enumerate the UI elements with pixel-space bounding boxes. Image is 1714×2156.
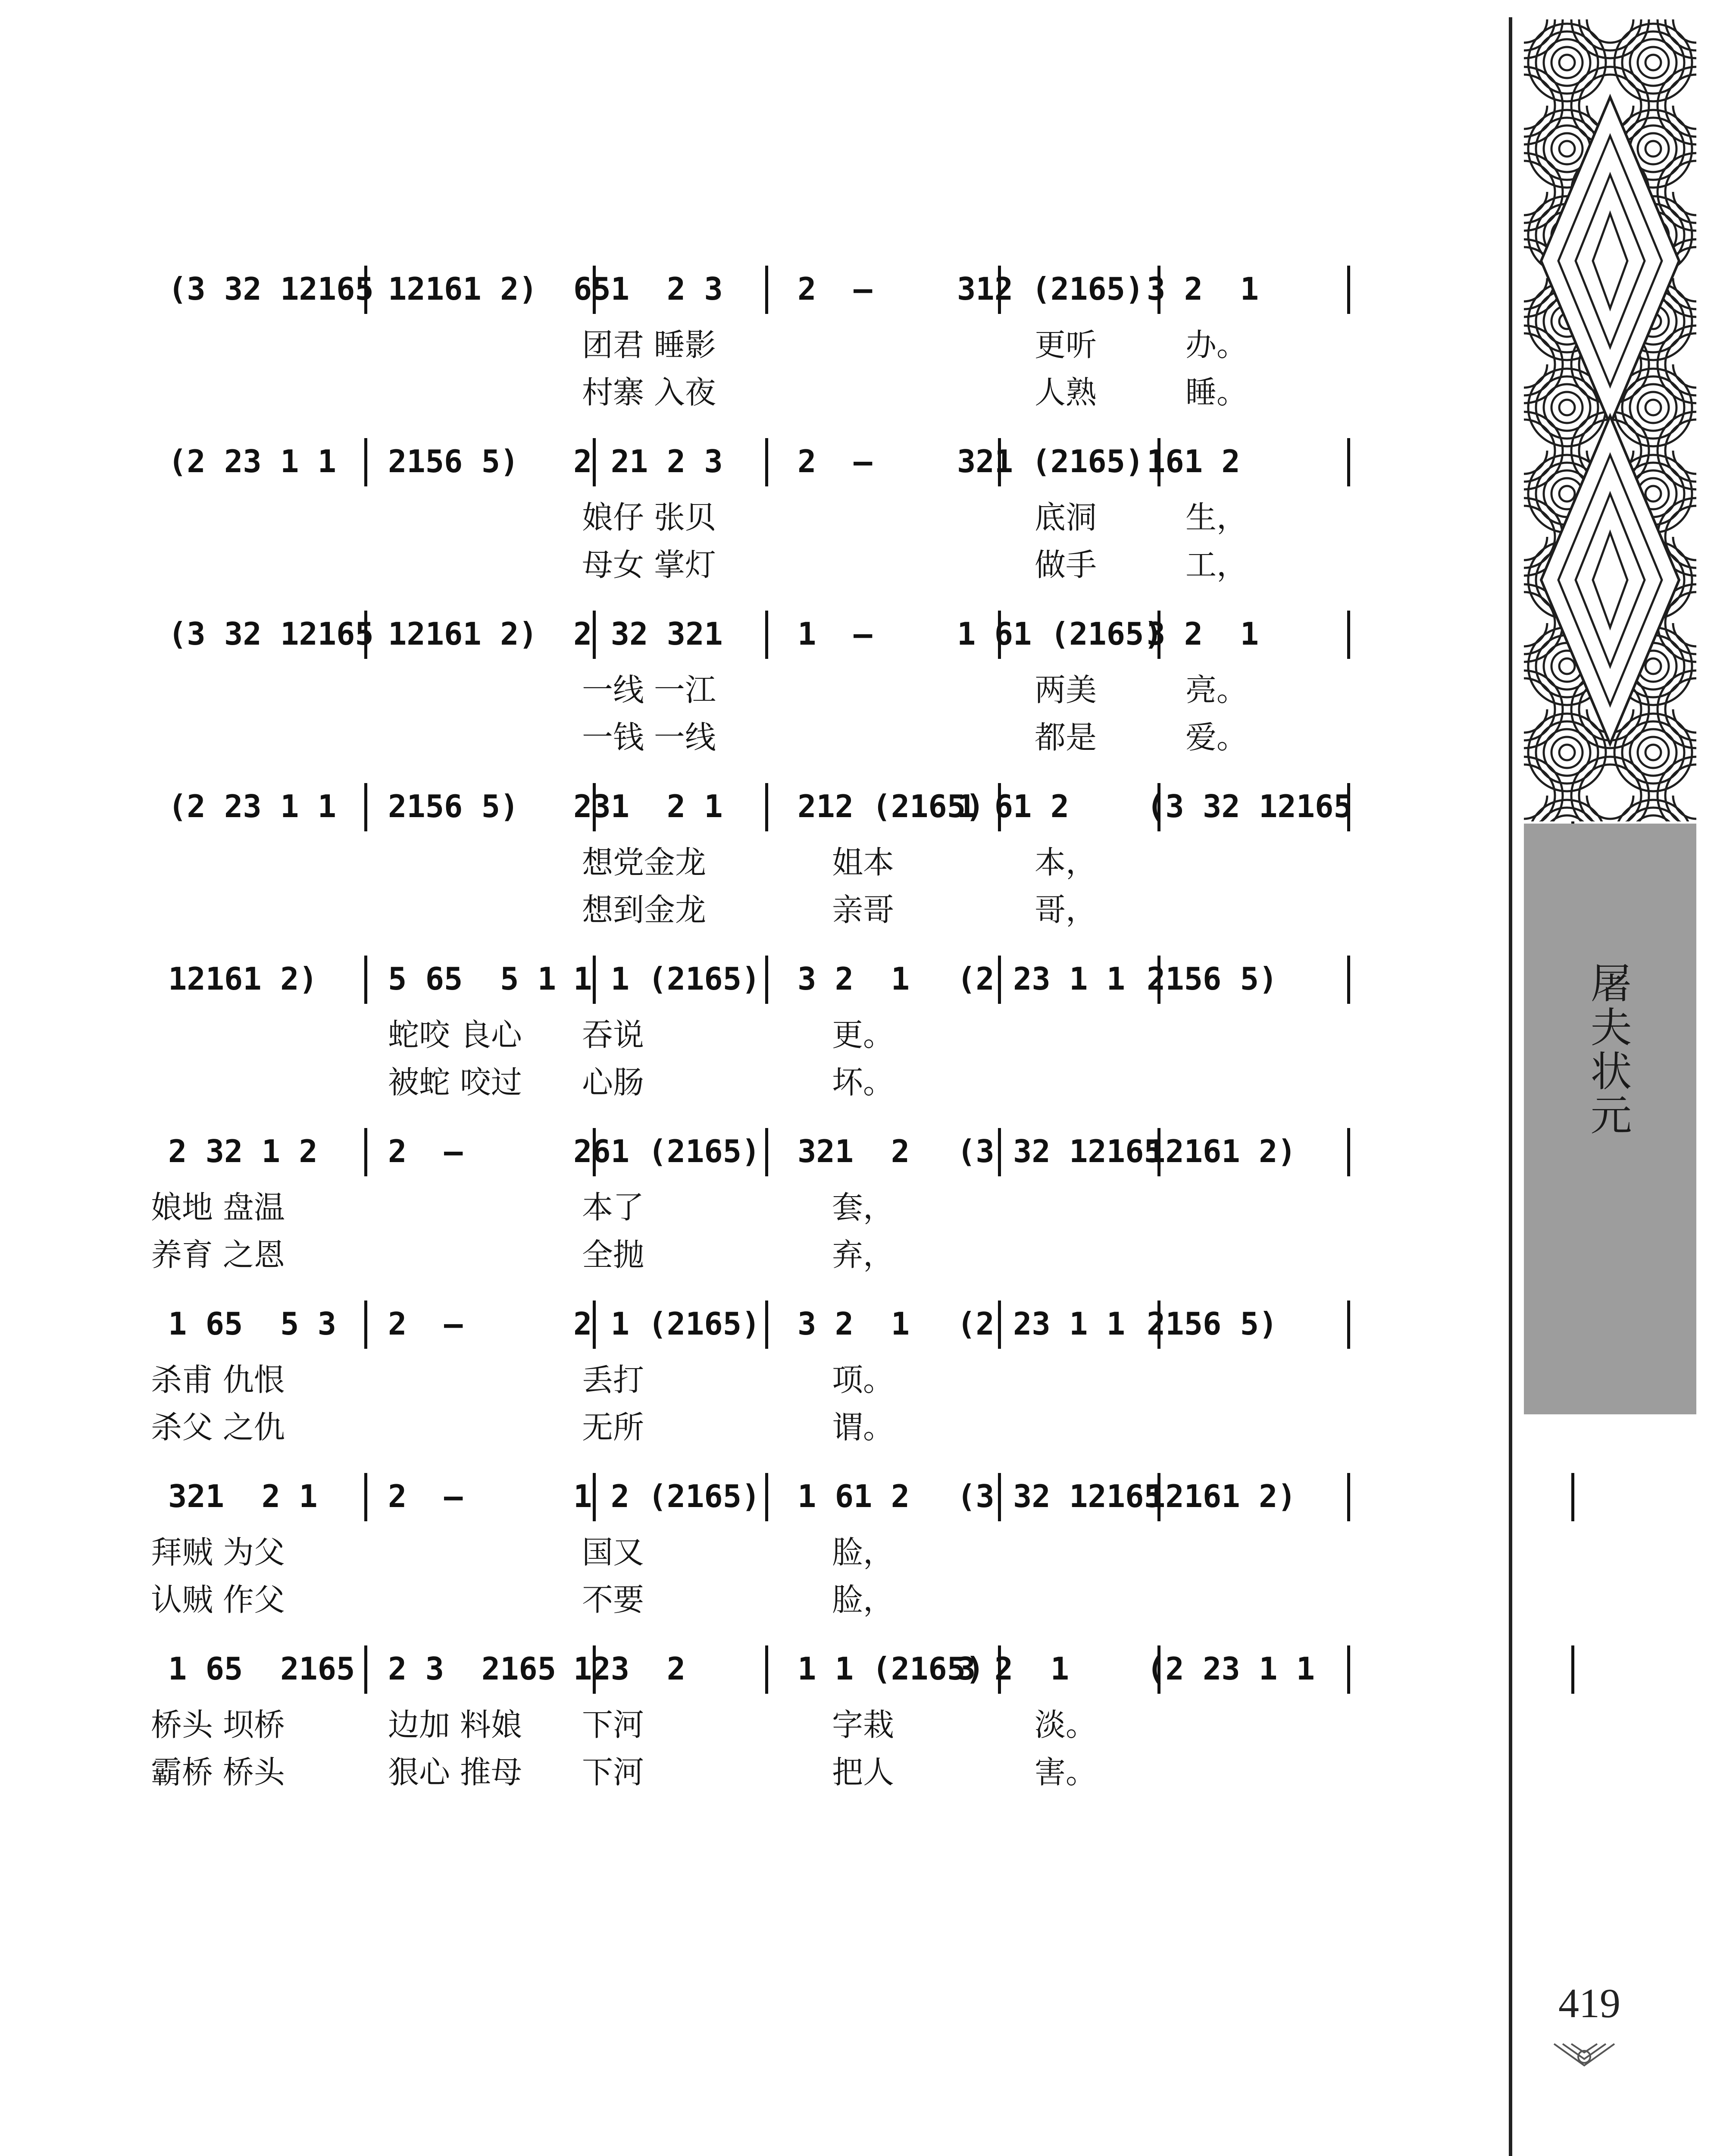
measure-notes: 1 61 (2165) <box>957 616 1163 652</box>
lyric-row <box>151 1186 1423 1229</box>
lyric-text: 做手 <box>1035 547 1097 583</box>
score-line <box>151 608 1423 789</box>
measure-notes: 2 – <box>388 1306 463 1342</box>
lyric-text: 想党金龙 <box>582 844 707 881</box>
lyric-text: 把人 <box>832 1754 895 1790</box>
barline <box>1347 1128 1350 1176</box>
lyric-row <box>151 1233 1423 1276</box>
lyric-text: 一钱 一线 <box>582 719 716 755</box>
measure-notes: 3 2 1 <box>1147 616 1259 652</box>
measure-notes: 12161 2) <box>1147 1133 1296 1169</box>
lyric-text: 国又 <box>582 1534 644 1570</box>
lyric-row <box>151 1703 1423 1746</box>
measure-notes: 12161 2) <box>388 616 538 652</box>
measure-notes: 2 – <box>388 1133 463 1169</box>
barline <box>364 1473 367 1521</box>
lyric-text: 睡。 <box>1185 374 1248 411</box>
lyric-text: 拜贼 为父 <box>151 1534 285 1570</box>
barline <box>765 1300 768 1349</box>
lyric-row <box>151 668 1423 711</box>
measure-notes: 1 2 (2165) <box>573 1478 760 1514</box>
measure-notes: 2 32 321 <box>573 616 723 652</box>
cloud-pattern-svg <box>1524 19 1696 821</box>
measure-notes: 2 1 (2165) <box>573 1306 760 1342</box>
lyric-row <box>151 496 1423 539</box>
lyric-text: 人熟 <box>1035 374 1097 411</box>
measure-notes: 321 2 1 <box>168 1478 318 1514</box>
measure-notes: 321 (2165) <box>957 443 1144 479</box>
measure-notes: 651 2 3 <box>573 271 723 307</box>
barline <box>765 1645 768 1694</box>
barline <box>765 611 768 659</box>
barline <box>765 266 768 314</box>
lyric-text: 边加 料娘 <box>388 1707 522 1743</box>
notation-row <box>151 1643 1423 1695</box>
lyric-row <box>151 1406 1423 1449</box>
page-ornament-icon <box>1550 2040 1619 2074</box>
measure-notes: (2 23 1 1 <box>1147 1651 1315 1687</box>
lyric-text: 霸桥 桥头 <box>151 1754 285 1790</box>
measure-notes: 161 2 <box>1147 443 1240 479</box>
measure-notes: 3 2 1 <box>798 961 910 997</box>
barline <box>1347 438 1350 486</box>
lyric-text: 淡。 <box>1035 1707 1097 1743</box>
lyric-text: 脸， <box>832 1534 895 1570</box>
lyric-row <box>151 841 1423 884</box>
lyric-text: 套， <box>832 1189 895 1225</box>
notation-row <box>151 1125 1423 1177</box>
measure-notes: 2 – <box>798 271 873 307</box>
score-line <box>151 263 1423 444</box>
lyric-text: 害。 <box>1035 1754 1097 1790</box>
lyric-text: 弃， <box>832 1237 895 1273</box>
score <box>151 0 1423 2156</box>
lyric-text: 不要 <box>582 1582 644 1618</box>
lyric-text: 一线 一江 <box>582 672 716 708</box>
notation-row <box>151 953 1423 1005</box>
lyric-text: 底洞 <box>1035 499 1097 536</box>
lyric-row <box>151 1751 1423 1794</box>
lyric-row <box>151 1013 1423 1056</box>
measure-notes: 1 65 5 3 <box>168 1306 337 1342</box>
barline <box>364 1128 367 1176</box>
lyric-text: 狠心 推母 <box>388 1754 522 1790</box>
lyric-text: 办。 <box>1185 327 1248 363</box>
measure-notes: (2 23 1 1 <box>957 1306 1126 1342</box>
measure-notes: (3 32 12165 <box>957 1478 1163 1514</box>
measure-notes: 12161 2) <box>388 271 538 307</box>
lyric-text: 下河 <box>582 1754 644 1790</box>
lyric-text: 脸， <box>832 1582 895 1618</box>
measure-notes: (2 23 1 1 <box>957 961 1126 997</box>
cloud-pattern-decoration <box>1524 19 1696 821</box>
margin-rule <box>1509 17 1512 2156</box>
lyric-text: 亲哥 <box>832 892 895 928</box>
lyric-text: 全抛 <box>582 1237 644 1273</box>
measure-notes: 1 61 2 <box>798 1478 910 1514</box>
measure-notes: (2 23 1 1 <box>168 443 337 479</box>
measure-notes: 2156 5) <box>1147 1306 1278 1342</box>
measure-notes: 312 (2165) <box>957 271 1144 307</box>
measure-notes: 3 2 1 <box>798 1306 910 1342</box>
measure-notes: 1 1 (2165) <box>573 961 760 997</box>
book-title: 屠夫状元 <box>1584 962 1632 1138</box>
barline <box>1347 1645 1350 1694</box>
lyric-text: 母女 掌灯 <box>582 547 716 583</box>
lyric-row <box>151 543 1423 586</box>
lyric-text: 哥， <box>1035 892 1097 928</box>
score-line <box>151 436 1423 617</box>
lyric-text: 团君 睡影 <box>582 327 716 363</box>
score-line <box>151 1470 1423 1651</box>
barline <box>765 1473 768 1521</box>
measure-notes: (2 23 1 1 <box>168 788 337 824</box>
lyric-row <box>151 1358 1423 1401</box>
notation-row <box>151 436 1423 487</box>
lyric-text: 两美 <box>1035 672 1097 708</box>
barline <box>1347 611 1350 659</box>
barline <box>1571 1645 1574 1694</box>
lyric-text: 谓。 <box>832 1409 895 1445</box>
barline <box>1347 956 1350 1004</box>
measure-notes: 1 65 2165 <box>168 1651 355 1687</box>
lyric-text: 更听 <box>1035 327 1097 363</box>
notation-row <box>151 263 1423 315</box>
measure-notes: 2 3 2165 <box>388 1651 557 1687</box>
lyric-text: 吞说 <box>582 1017 644 1053</box>
barline <box>364 956 367 1004</box>
measure-notes: 2156 5) <box>388 443 519 479</box>
barline <box>1347 1473 1350 1521</box>
measure-notes: 2 32 1 2 <box>168 1133 318 1169</box>
notation-row <box>151 608 1423 660</box>
lyric-text: 桥头 坝桥 <box>151 1707 285 1743</box>
lyric-row <box>151 1061 1423 1104</box>
lyric-text: 娘仔 张贝 <box>582 499 716 536</box>
measure-notes: 12161 2) <box>168 961 318 997</box>
lyric-text: 生， <box>1185 499 1248 536</box>
lyric-text: 字栽 <box>832 1707 895 1743</box>
score-line <box>151 1125 1423 1307</box>
lyric-row <box>151 1531 1423 1574</box>
measure-notes: (3 32 12165 <box>168 271 374 307</box>
lyric-text: 下河 <box>582 1707 644 1743</box>
barline <box>765 1128 768 1176</box>
measure-notes: 12161 2) <box>1147 1478 1296 1514</box>
score-line <box>151 1643 1423 1824</box>
measure-notes: 1 1 (2165) <box>798 1651 985 1687</box>
barline <box>1347 1300 1350 1349</box>
measure-notes: 212 (2165) <box>798 788 985 824</box>
lyric-text: 本， <box>1035 844 1097 881</box>
barline <box>765 956 768 1004</box>
measure-notes: 231 2 1 <box>573 788 723 824</box>
lyric-text: 本了 <box>582 1189 644 1225</box>
lyric-text: 养育 之恩 <box>151 1237 285 1273</box>
lyric-text: 亮。 <box>1185 672 1248 708</box>
measure-notes: 321 2 <box>798 1133 910 1169</box>
barline <box>364 783 367 831</box>
lyric-text: 杀父 之仇 <box>151 1409 285 1445</box>
notation-row <box>151 780 1423 832</box>
lyric-row <box>151 888 1423 931</box>
lyric-text: 工， <box>1185 547 1248 583</box>
lyric-text: 想到金龙 <box>582 892 707 928</box>
score-line <box>151 1298 1423 1479</box>
notation-row <box>151 1298 1423 1350</box>
lyric-text: 认贼 作父 <box>151 1582 285 1618</box>
lyric-text: 坏。 <box>832 1064 895 1100</box>
lyric-row <box>151 716 1423 759</box>
barline <box>765 438 768 486</box>
score-line <box>151 953 1423 1134</box>
barline <box>364 438 367 486</box>
lyric-text: 都是 <box>1035 719 1097 755</box>
lyric-row <box>151 371 1423 414</box>
lyric-text: 姐本 <box>832 844 895 881</box>
measure-notes: 5 65 5 1 <box>388 961 557 997</box>
barline <box>765 783 768 831</box>
measure-notes: 2156 5) <box>388 788 519 824</box>
lyric-text: 丢打 <box>582 1362 644 1398</box>
measure-notes: 123 2 <box>573 1651 686 1687</box>
lyric-text: 无所 <box>582 1409 644 1445</box>
measure-notes: 1 61 2 <box>957 788 1070 824</box>
measure-notes: 2 21 2 3 <box>573 443 723 479</box>
page-number: 419 <box>1558 1980 1620 2026</box>
barline <box>364 1645 367 1694</box>
barline <box>364 1300 367 1349</box>
lyric-text: 被蛇 咬过 <box>388 1064 522 1100</box>
measure-notes: (3 32 12165 <box>168 616 374 652</box>
barline <box>1571 1473 1574 1521</box>
measure-notes: 2 – <box>798 443 873 479</box>
lyric-text: 蛇咬 良心 <box>388 1017 522 1053</box>
barline <box>1347 266 1350 314</box>
measure-notes: 3 2 1 <box>1147 271 1259 307</box>
measure-notes: 261 (2165) <box>573 1133 760 1169</box>
lyric-text: 心肠 <box>582 1064 644 1100</box>
lyric-text: 爱。 <box>1185 719 1248 755</box>
notation-row <box>151 1470 1423 1522</box>
measure-notes: (3 32 12165 <box>1147 788 1352 824</box>
measure-notes: 2 – <box>388 1478 463 1514</box>
lyric-text: 项。 <box>832 1362 895 1398</box>
lyric-row <box>151 1578 1423 1621</box>
lyric-text: 杀甫 仇恨 <box>151 1362 285 1398</box>
score-line <box>151 780 1423 962</box>
lyric-row <box>151 323 1423 367</box>
lyric-text: 娘地 盘温 <box>151 1189 285 1225</box>
measure-notes: 2156 5) <box>1147 961 1278 997</box>
measure-notes: (3 32 12165 <box>957 1133 1163 1169</box>
lyric-text: 村寨 入夜 <box>582 374 716 411</box>
lyric-text: 更。 <box>832 1017 895 1053</box>
measure-notes: 3 2 1 <box>957 1651 1070 1687</box>
measure-notes: 1 – <box>798 616 873 652</box>
